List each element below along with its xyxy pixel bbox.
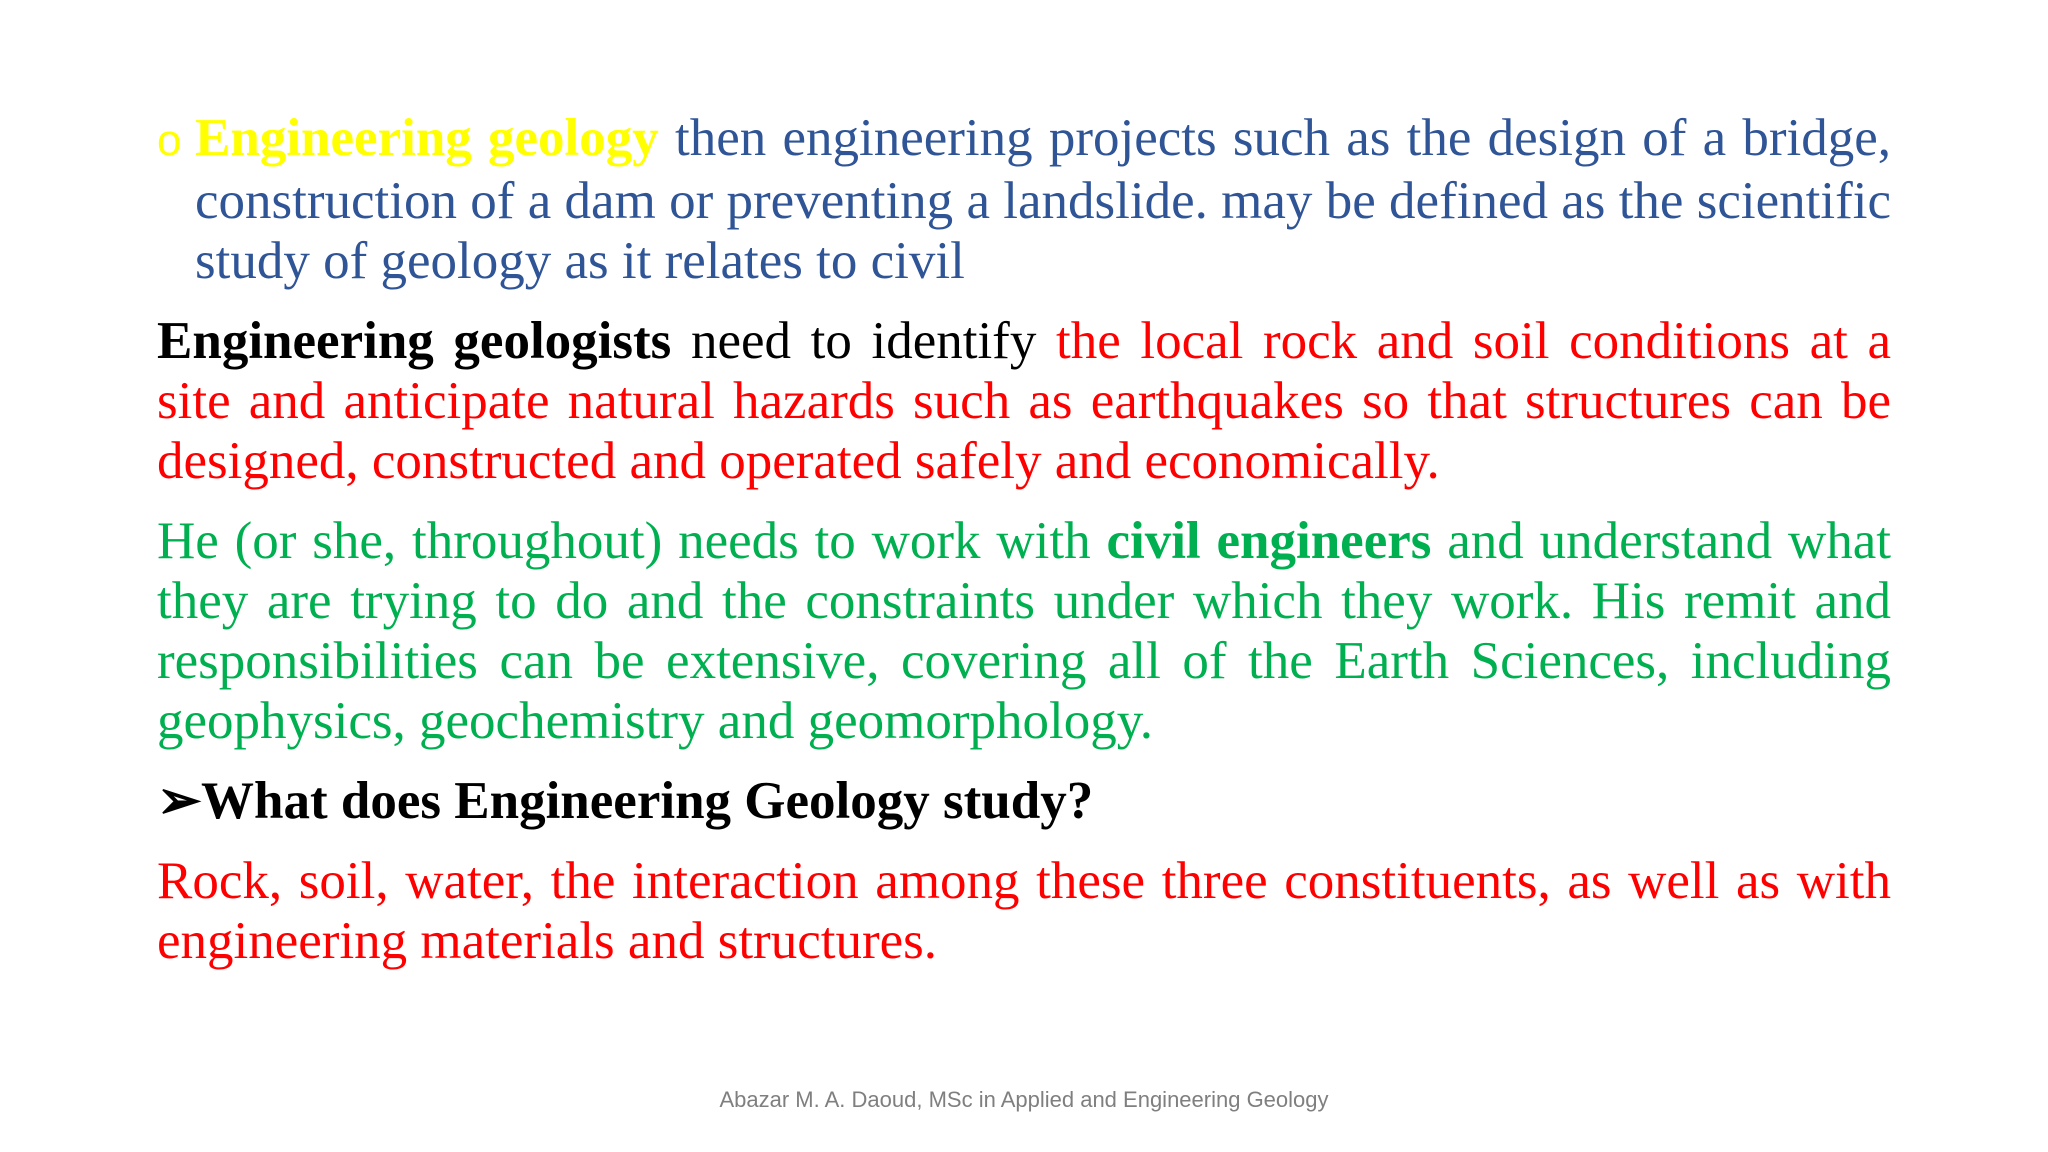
question-heading	[157, 771, 1891, 831]
definition-paragraph	[157, 108, 1891, 291]
definition-text: then engineering projects such as the design of a bridge, construction of a dam or preventing a landslide. may be defined as the scientific study of geology as it relates to civil	[195, 109, 1891, 290]
engineering-geology-term: Engineering geology	[195, 109, 659, 167]
civil-engineers-term: civil engineers	[1106, 512, 1432, 570]
bullet-icon: o	[157, 116, 182, 165]
civil-text-before: He (or she, throughout) needs to work with	[157, 512, 1107, 570]
question-text: What does Engineering Geology study?	[201, 772, 1094, 830]
slide-footer: Abazar M. A. Daoud, MSc in Applied and Engineering Geology	[719, 1087, 1329, 1112]
geologists-paragraph	[157, 311, 1891, 491]
geologists-plain-text: need to identify	[671, 312, 1056, 370]
geologists-red-text: the local rock and soil conditions at a site and anticipate natural hazards such as earthquakes so that structures can be designed, constructed and operated safely and economically.	[157, 312, 1891, 490]
civil-text-after: and understand what they are trying to do and the constraints under which they work. His remit and responsibilities can be extensive, covering all of the Earth Sciences, including geophysics, geochemistry and geomorphology.	[157, 512, 1891, 750]
geologists-term: Engineering geologists	[157, 312, 672, 370]
civil-engineers-paragraph	[157, 511, 1891, 751]
slide-content	[157, 108, 1891, 971]
arrow-bullet-icon: ➢	[157, 772, 202, 830]
answer-paragraph: Rock, soil, water, the interaction among these three constituents, as well as with engineering materials and structures.	[157, 852, 1891, 970]
